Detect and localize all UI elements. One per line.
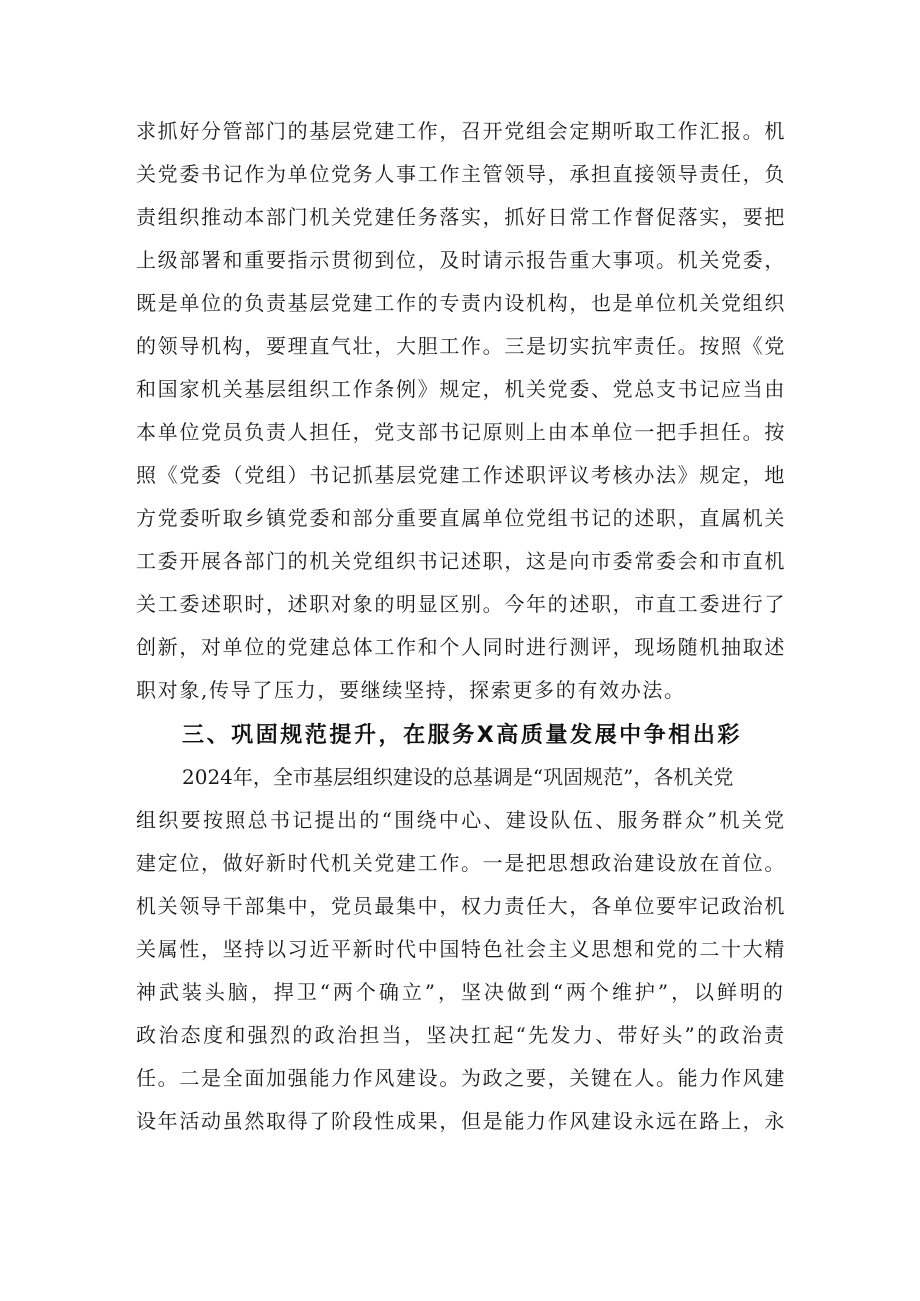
text-line: 建定位，做好新时代机关党建工作。一是把思想政治建设放在首位。: [136, 851, 786, 875]
text-line: 关属性，坚持以习近平新时代中国特色社会主义思想和党的二十大精: [136, 937, 786, 961]
text-line: 和国家机关基层组织工作条例》规定，机关党委、党总支书记应当由: [136, 377, 786, 401]
text-line: 任。二是全面加强能力作风建设。为政之要，关键在人。能力作风建: [136, 1066, 786, 1090]
text-line: 关党委书记作为单位党务人事工作主管领导，承担直接领导责任，负: [136, 162, 786, 186]
text-line: 责组织推动本部门机关党建任务落实，抓好日常工作督促落实，要把: [136, 205, 786, 229]
text-line: 组织要按照总书记提出的“围绕中心、建设队伍、服务群众”机关党: [136, 808, 787, 832]
text-line: 求抓好分管部门的基层党建工作，召开党组会定期听取工作汇报。机: [136, 119, 786, 143]
text-line: 照《党委（党组）书记抓基层党建工作述职评议考核办法》规定，地: [136, 463, 786, 487]
text-line: 政治态度和强烈的政治担当，坚决扛起“先发力、带好头”的政治责: [136, 1023, 787, 1047]
text-line: 职对象,传导了压力，要继续坚持，探索更多的有效办法。: [136, 678, 686, 702]
text-line: 本单位党员负责人担任，党支部书记原则上由本单位一把手担任。按: [136, 420, 786, 444]
text-line: 2024年，全市基层组织建设的总基调是“巩固规范”，各机关党: [182, 765, 734, 789]
text-line: 工委开展各部门的机关党组织书记述职，这是向市委常委会和市直机: [136, 549, 786, 573]
text-line: 机关领导干部集中，党员最集中，权力责任大，各单位要牢记政治机: [136, 894, 786, 918]
text-line: 神武装头脑，捍卫“两个确立”，坚决做到“两个维护”，以鲜明的: [136, 980, 786, 1004]
text-line: 创新，对单位的党建总体工作和个人同时进行测评，现场随机抽取述: [136, 635, 786, 659]
text-line: 既是单位的负责基层党建工作的专责内设机构，也是单位机关党组织: [136, 291, 786, 315]
text-line: 上级部署和重要指示贯彻到位，及时请示报告重大事项。机关党委，: [136, 248, 786, 272]
text-line: 的领导机构，要理直气壮，大胆工作。三是切实抗牢责任。按照《党: [136, 334, 786, 358]
text-line: 方党委听取乡镇党委和部分重要直属单位党组书记的述职，直属机关: [136, 506, 786, 530]
text-line: 设年活动虽然取得了阶段性成果，但是能力作风建设永远在路上，永: [136, 1109, 786, 1133]
text-line: 关工委述职时，述职对象的明显区别。今年的述职，市直工委进行了: [136, 592, 786, 616]
heading-text: 三、巩固规范提升，在服务X高质量发展中争相出彩: [182, 723, 742, 748]
